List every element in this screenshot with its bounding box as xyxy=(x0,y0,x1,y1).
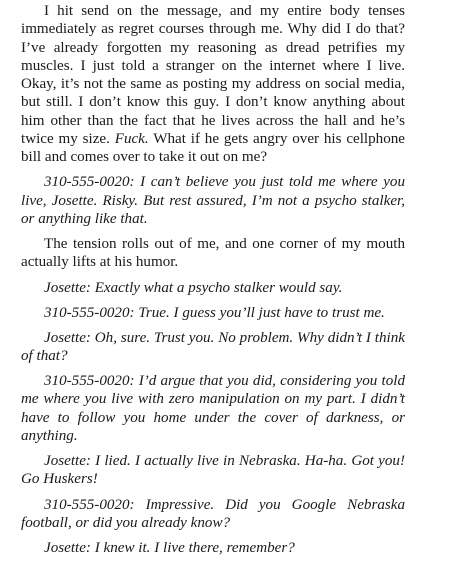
paragraph-text-message xyxy=(21,452,405,489)
paragraph-narration-2 xyxy=(21,235,405,272)
message-text: Josette: I lied. I actually live in Nebraska. Ha-ha. Got you! Go Huskers! xyxy=(21,453,405,488)
message-text: Josette: Exactly what a psycho stalker would say. xyxy=(44,279,343,296)
message-text: 310-555-0020: Impressive. Did you Google Nebraska football, or did you already know? xyxy=(21,496,405,531)
message-text: 310-555-0020: I can’t believe you just told me where you live, Josette. Risky. But rest assured, I’m not a psycho stalker, or anything like that. xyxy=(21,174,405,228)
message-text: Josette: Oh, sure. Trust you. No problem. Why didn’t I think of that? xyxy=(21,329,405,365)
paragraph-text-message xyxy=(21,279,405,297)
emphasis-text: Fuck. xyxy=(114,131,149,148)
paragraph-text-message xyxy=(21,539,405,557)
paragraph-text-message xyxy=(21,173,405,228)
paragraph-text-message xyxy=(21,372,405,445)
paragraph-text-message xyxy=(21,329,405,366)
paragraph-text-message xyxy=(21,304,405,322)
paragraph-text-message xyxy=(21,496,405,533)
message-text: Josette: I knew it. I live there, remember? xyxy=(44,539,295,556)
narration-text: The tension rolls out of me, and one corner of my mouth actually lifts at his humor. xyxy=(21,236,405,271)
narration-text: What if he gets angry over his cellphone bill and comes over to take it out on me? xyxy=(21,131,405,166)
narration-text: I hit send on the message, and my entire body tenses immediately as regret courses through me. Why did I do that? I’ve already forgotten my reasoning as dread petrifies my muscles. I just told a stranger on the internet where I live. Okay, it’s not the same as posting my address on social media, but still. I don’t know this guy. I don’t know anything about him other than the fact that he lives across the hall and he’s twice my size. xyxy=(21,3,405,148)
message-text: 310-555-0020: I’d argue that you did, considering you told me where you live with zero manipulation on my part. I didn’t have to follow you home under the cover of darkness, or anything. xyxy=(21,373,405,445)
document-page xyxy=(21,2,405,564)
message-text: 310-555-0020: True. I guess you’ll just have to trust me. xyxy=(44,304,385,321)
paragraph-narration-1 xyxy=(21,2,405,167)
